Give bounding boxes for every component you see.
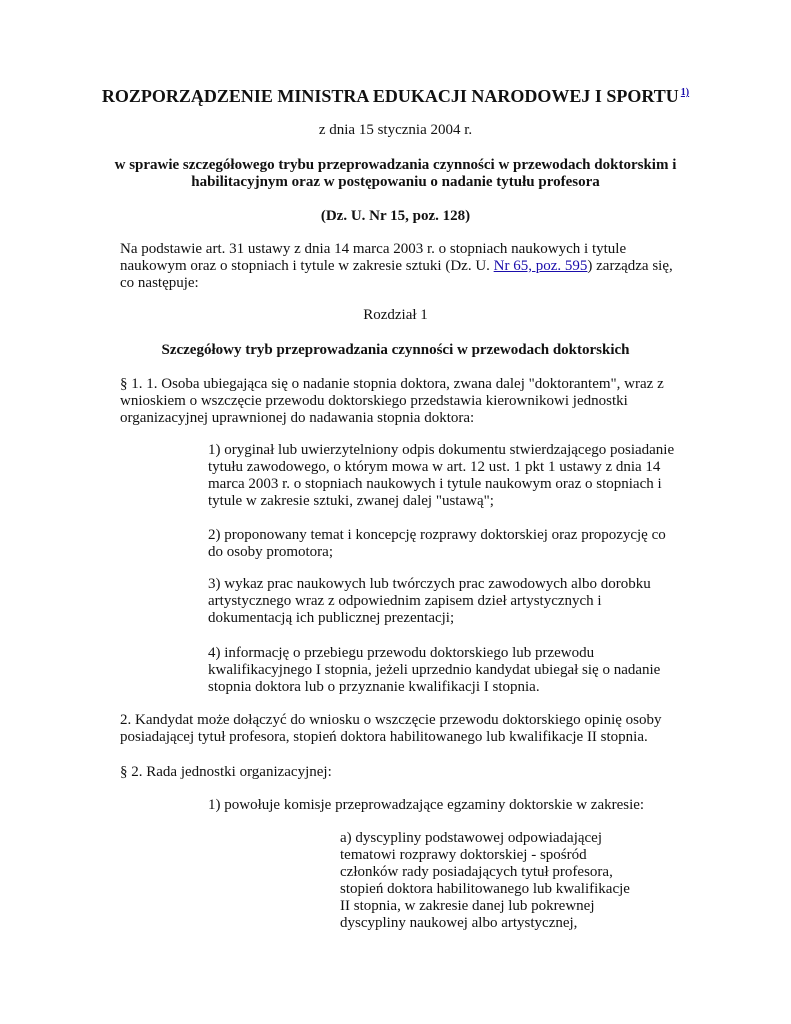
preamble <box>120 241 675 292</box>
document-title: ROZPORZĄDZENIE MINISTRA EDUKACJI NARODOWEJ I SPORTU <box>101 86 679 106</box>
section-1-paragraph-1: § 1. 1. Osoba ubiegająca się o nadanie stopnia doktora, zwana dalej "doktorantem", wraz z wnioskiem o wszczęcie przewodu doktorskiego przedstawia kierownikowi jednostki organizacyjnej uprawnionej do nadawania stopnia doktora: <box>120 376 664 426</box>
document-reference: (Dz. U. Nr 15, poz. 128) <box>320 208 471 224</box>
section-1-item-1: 1) oryginał lub uwierzytelniony odpis dokumentu stwierdzającego posiadanie tytułu zawodowego, o którym mowa w art. 12 ust. 1 pkt 1 ustawy z dnia 14 marca 2003 r. o stopniach naukowych i tytule naukowym oraz o stopniach i tytule w zakresie sztuki, zwanej dalej "ustawą"; <box>208 442 675 509</box>
section-2-item-1: 1) powołuje komisje przeprowadzające egzaminy doktorskie w zakresie: <box>208 797 645 813</box>
chapter-title: Szczegółowy tryb przeprowadzania czynności w przewodach doktorskich <box>161 342 630 358</box>
section-1-item-3: 3) wykaz prac naukowych lub twórczych prac zawodowych albo dorobku artystycznego wraz z odpowiednim zapisem dzieł artystycznych i dokumentacją ich publicznej prezentacji; <box>208 576 651 626</box>
section-1-item-4: 4) informację o przebiegu przewodu doktorskiego lub przewodu kwalifikacyjnego I stopnia, jeżeli uprzednio kandydat ubiegał się o nadanie stopnia doktora lub o przyznanie kwalifikacji I stopnia. <box>208 645 661 695</box>
legal-reference-link[interactable]: Nr 65, poz. 595 <box>493 258 588 274</box>
document-title-line <box>0 86 791 106</box>
document-subject: w sprawie szczegółowego trybu przeprowadzania czynności w przewodach doktorskim i habilitacyjnym oraz w postępowaniu o nadanie tytułu profesora <box>114 157 677 190</box>
chapter-number: Rozdział 1 <box>363 307 428 323</box>
preamble-text-end: ) zarządza się, co następuje: <box>120 258 673 291</box>
footnote-link[interactable]: 1) <box>680 87 690 98</box>
section-1-paragraph-2: 2. Kandydat może dołączyć do wniosku o wszczęcie przewodu doktorskiego opinię osoby posiadającej tytuł profesora, stopień doktora habilitowanego lub kwalifikacje II stopnia. <box>120 712 662 745</box>
section-2-item-1-a: a) dyscypliny podstawowej odpowiadającej tematowi rozprawy doktorskiej - spośród członków rady posiadających tytuł profesora, stopień doktora habilitowanego lub kwalifikacje II stopnia, w zakresie danej lub pokrewnej dyscypliny naukowej albo artystycznej, <box>340 830 630 931</box>
section-1-item-2: 2) proponowany temat i koncepcję rozprawy doktorskiej oraz propozycję co do osoby promotora; <box>208 527 666 560</box>
preamble-text-start: Na podstawie art. 31 ustawy z dnia 14 marca 2003 r. o stopniach naukowych i tytule naukowym oraz o stopniach i tytule w zakresie sztuki (Dz. U. <box>120 241 627 274</box>
section-2-intro: § 2. Rada jednostki organizacyjnej: <box>120 764 332 780</box>
document-date: z dnia 15 stycznia 2004 r. <box>318 122 473 138</box>
